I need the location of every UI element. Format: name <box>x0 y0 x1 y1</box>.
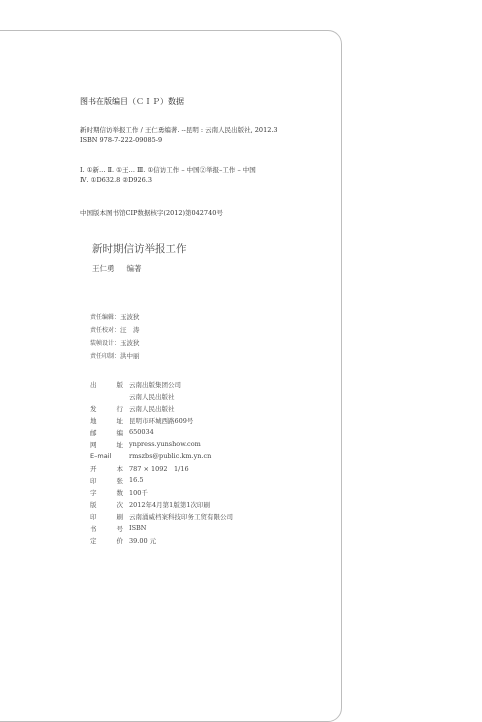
publication-details <box>90 378 233 546</box>
cip-description-line: ISBN 978-7-222-09085-9 <box>80 135 163 144</box>
publication-label <box>90 404 123 413</box>
publication-row <box>90 462 233 474</box>
publication-label-char: 出 <box>90 380 97 389</box>
staff-credit-label: 责任印制： <box>90 353 121 360</box>
staff-credit-label: 责任编辑： <box>90 314 121 321</box>
publication-label-char: 网 <box>90 440 97 449</box>
staff-credit-value: 玉波狄 <box>120 313 140 321</box>
publication-value: 昆明市环城西路609号 <box>129 416 194 425</box>
publication-label-char: 书 <box>90 524 97 533</box>
publication-label-char: 定 <box>90 536 97 545</box>
publication-row <box>90 534 233 546</box>
staff-credit-value: 汪 涛 <box>120 326 140 334</box>
publication-label <box>90 452 123 460</box>
publication-label-char: 印 <box>90 476 97 485</box>
publication-row <box>90 474 233 486</box>
publication-label-char: 印 <box>90 512 97 521</box>
publication-row <box>90 414 233 426</box>
publication-value: 云南人民出版社 <box>129 392 175 401</box>
publication-label-char: 价 <box>116 536 123 545</box>
publication-label-char: 数 <box>116 488 123 497</box>
author-role: 编著 <box>126 264 142 273</box>
publication-label-char: 址 <box>116 416 123 425</box>
publication-label-char: 址 <box>116 440 123 449</box>
cip-heading: 图书在版编目（ＣＩＰ）数据 <box>80 97 184 106</box>
publication-label-char: 字 <box>90 488 97 497</box>
cip-record-number: 中国版本图书馆CIP数据核字(2012)第042740号 <box>80 209 223 217</box>
staff-credit-value: 玉波狄 <box>120 339 140 347</box>
publication-label-char: 地 <box>90 416 97 425</box>
cip-description <box>80 126 370 145</box>
publication-row <box>90 426 233 438</box>
publication-value: ISBN <box>129 524 147 532</box>
book-author <box>92 263 142 274</box>
publication-row <box>90 498 233 510</box>
publication-label-char: 行 <box>116 404 123 413</box>
author-name: 王仁勇 <box>92 264 115 273</box>
publication-label <box>90 512 123 521</box>
publication-value: 2012年4月第1版第1次印刷 <box>129 500 210 509</box>
publication-value: 100千 <box>129 488 148 497</box>
publication-label <box>90 440 123 449</box>
staff-credit-value: 洪中丽 <box>120 352 140 360</box>
publication-label <box>90 428 123 437</box>
publication-value: 787 × 1092 1/16 <box>129 464 189 473</box>
publication-label-char: 开 <box>90 464 97 473</box>
publication-row <box>90 378 233 390</box>
book-title: 新时期信访举报工作 <box>92 243 187 255</box>
staff-credit-row <box>90 311 140 324</box>
cip-classification-line: Ⅰ. ①新… Ⅱ. ①王… Ⅲ. ①信访工作 – 中国②举报–工作 – 中国 <box>80 166 256 174</box>
publication-value: ynpress.yunshow.com <box>129 440 201 448</box>
publication-label <box>90 500 123 509</box>
publication-label <box>90 380 123 389</box>
publication-label-char: 编 <box>116 428 123 437</box>
publication-value: 云南出版集团公司 <box>129 380 181 389</box>
staff-credits <box>90 311 140 363</box>
publication-row <box>90 390 233 402</box>
publication-label-char: E–mail <box>90 452 112 460</box>
publication-row <box>90 402 233 414</box>
publication-label <box>90 536 123 545</box>
staff-credit-row <box>90 337 140 350</box>
publication-value: rmszbs@public.km.yn.cn <box>129 452 212 460</box>
publication-value: 云南涌威档案科技印务工贸有限公司 <box>129 512 233 521</box>
publication-label-char: 版 <box>90 500 97 509</box>
publication-value: 16.5 <box>129 476 144 484</box>
staff-credit-row <box>90 350 140 363</box>
publication-label-char: 次 <box>116 500 123 509</box>
cip-classification-line: Ⅳ. ①D632.8 ②D926.3 <box>80 175 152 184</box>
publication-row <box>90 438 233 450</box>
publication-label-char: 邮 <box>90 428 97 437</box>
staff-credit-label: 装帧设计： <box>90 340 121 347</box>
publication-label <box>90 488 123 497</box>
cip-description-line: 新时期信访举报工作 / 王仁勇编著. --昆明 : 云南人民出版社, 2012.3 <box>80 126 278 134</box>
publication-label <box>90 476 123 485</box>
staff-credit-row <box>90 324 140 337</box>
publication-value: 39.00 元 <box>129 536 157 545</box>
publication-label <box>90 524 123 533</box>
staff-credit-label: 责任校对： <box>90 327 121 334</box>
publication-label <box>90 464 123 473</box>
publication-label-char: 版 <box>116 380 123 389</box>
publication-label-char: 发 <box>90 404 97 413</box>
cip-classification <box>80 166 370 185</box>
publication-label-char: 本 <box>116 464 123 473</box>
publication-row <box>90 522 233 534</box>
publication-row <box>90 486 233 498</box>
publication-label-char: 号 <box>116 524 123 533</box>
publication-label-char: 刷 <box>116 512 123 521</box>
publication-row <box>90 450 233 462</box>
publication-value: 650034 <box>129 428 154 436</box>
publication-row <box>90 510 233 522</box>
publication-value: 云南人民出版社 <box>129 404 175 413</box>
publication-label <box>90 416 123 425</box>
publication-label-char: 张 <box>116 476 123 485</box>
